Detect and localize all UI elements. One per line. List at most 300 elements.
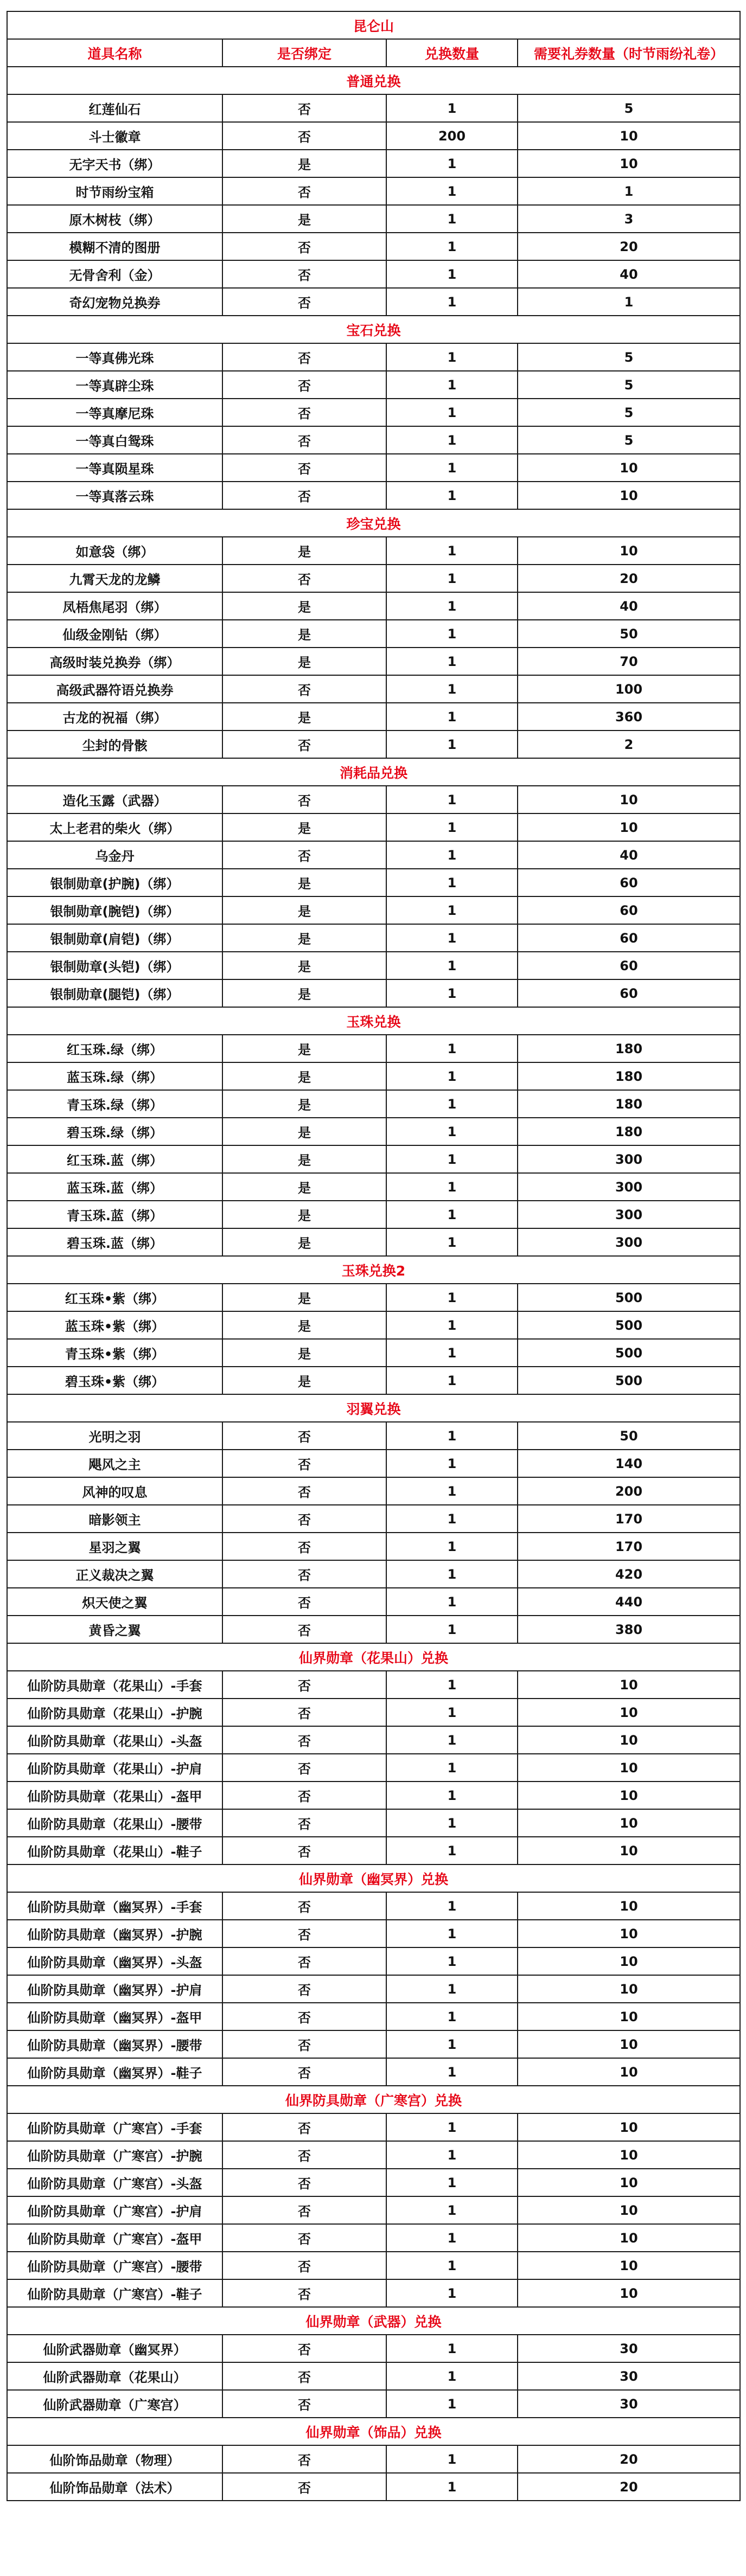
cost-cell: 300 <box>518 1173 740 1201</box>
quantity-cell: 1 <box>386 1892 518 1920</box>
item-name-cell: 一等真白鸳珠 <box>7 426 222 454</box>
quantity-cell: 1 <box>386 260 518 288</box>
table-row <box>7 1118 740 1145</box>
table-row <box>7 343 740 371</box>
table-row <box>7 730 740 758</box>
quantity-cell: 1 <box>386 841 518 869</box>
bound-cell: 否 <box>222 1699 386 1726</box>
table-row <box>7 2445 740 2473</box>
header-bound: 是否绑定 <box>222 39 386 67</box>
bound-cell: 否 <box>222 1920 386 1947</box>
quantity-cell: 1 <box>386 1339 518 1367</box>
quantity-cell: 1 <box>386 1671 518 1699</box>
item-name-cell: 一等真佛光珠 <box>7 343 222 371</box>
cost-cell: 60 <box>518 952 740 979</box>
table-row <box>7 786 740 813</box>
table-row <box>7 1339 740 1367</box>
header-row <box>7 39 740 67</box>
quantity-cell: 1 <box>386 177 518 205</box>
quantity-cell: 1 <box>386 1588 518 1616</box>
bound-cell: 是 <box>222 1145 386 1173</box>
table-row <box>7 482 740 509</box>
bound-cell: 否 <box>222 1754 386 1782</box>
cost-cell: 500 <box>518 1339 740 1367</box>
quantity-cell: 1 <box>386 2003 518 2030</box>
quantity-cell: 1 <box>386 648 518 675</box>
table-row <box>7 2473 740 2501</box>
bound-cell: 否 <box>222 730 386 758</box>
item-name-cell: 蓝玉珠•紫（绑） <box>7 1311 222 1339</box>
table-row <box>7 1201 740 1228</box>
table-row <box>7 2279 740 2307</box>
table-title-row <box>7 11 740 39</box>
quantity-cell: 1 <box>386 2196 518 2224</box>
table-row <box>7 371 740 399</box>
item-name-cell: 蓝玉珠.蓝（绑） <box>7 1173 222 1201</box>
cost-cell: 10 <box>518 786 740 813</box>
bound-cell: 是 <box>222 1090 386 1118</box>
bound-cell: 是 <box>222 703 386 730</box>
item-name-cell: 仙阶防具勋章（幽冥界）-盔甲 <box>7 2003 222 2030</box>
item-name-cell: 暗影领主 <box>7 1505 222 1533</box>
bound-cell: 否 <box>222 2169 386 2196</box>
cost-cell: 60 <box>518 924 740 952</box>
item-name-cell: 红玉珠.绿（绑） <box>7 1035 222 1062</box>
cost-cell: 500 <box>518 1284 740 1311</box>
section-header-row <box>7 67 740 94</box>
bound-cell: 否 <box>222 1837 386 1864</box>
cost-cell: 360 <box>518 703 740 730</box>
quantity-cell: 1 <box>386 1477 518 1505</box>
quantity-cell: 1 <box>386 896 518 924</box>
bound-cell: 否 <box>222 288 386 316</box>
cost-cell: 30 <box>518 2390 740 2418</box>
quantity-cell: 1 <box>386 233 518 260</box>
bound-cell: 否 <box>222 2224 386 2252</box>
table-row <box>7 841 740 869</box>
quantity-cell: 1 <box>386 343 518 371</box>
item-name-cell: 斗士徽章 <box>7 122 222 150</box>
section-header-row <box>7 1394 740 1422</box>
item-name-cell: 仙阶防具勋章（花果山）-头盔 <box>7 1726 222 1754</box>
table-row <box>7 288 740 316</box>
bound-cell: 是 <box>222 648 386 675</box>
quantity-cell: 1 <box>386 620 518 648</box>
bound-cell: 否 <box>222 2030 386 2058</box>
table-row <box>7 1062 740 1090</box>
table-row <box>7 896 740 924</box>
quantity-cell: 1 <box>386 2390 518 2418</box>
item-name-cell: 仙阶防具勋章（花果山）-盔甲 <box>7 1782 222 1809</box>
bound-cell: 否 <box>222 426 386 454</box>
exchange-table <box>7 11 741 2501</box>
item-name-cell: 仙阶防具勋章（广寒宫）-手套 <box>7 2113 222 2141</box>
bound-cell: 是 <box>222 869 386 896</box>
item-name-cell: 仙阶防具勋章（幽冥界）-鞋子 <box>7 2058 222 2086</box>
section-title: 普通兑换 <box>7 67 740 94</box>
table-row <box>7 1228 740 1256</box>
cost-cell: 440 <box>518 1588 740 1616</box>
table-row <box>7 260 740 288</box>
quantity-cell: 1 <box>386 1367 518 1394</box>
bound-cell: 否 <box>222 1892 386 1920</box>
item-name-cell: 九霄天龙的龙鳞 <box>7 565 222 592</box>
quantity-cell: 1 <box>386 482 518 509</box>
table-row <box>7 150 740 177</box>
item-name-cell: 仙阶防具勋章（幽冥界）-头盔 <box>7 1947 222 1975</box>
item-name-cell: 星羽之翼 <box>7 1533 222 1560</box>
quantity-cell: 1 <box>386 1284 518 1311</box>
cost-cell: 40 <box>518 841 740 869</box>
cost-cell: 10 <box>518 482 740 509</box>
cost-cell: 10 <box>518 2141 740 2169</box>
table-row <box>7 2141 740 2169</box>
table-row <box>7 177 740 205</box>
bound-cell: 否 <box>222 2390 386 2418</box>
cost-cell: 40 <box>518 592 740 620</box>
item-name-cell: 仙级金刚钻（绑） <box>7 620 222 648</box>
item-name-cell: 仙阶饰品勋章（法术） <box>7 2473 222 2501</box>
cost-cell: 10 <box>518 122 740 150</box>
quantity-cell: 1 <box>386 1145 518 1173</box>
item-name-cell: 仙阶防具勋章（幽冥界）-腰带 <box>7 2030 222 2058</box>
quantity-cell: 1 <box>386 952 518 979</box>
table-row <box>7 2252 740 2279</box>
table-row <box>7 2362 740 2390</box>
section-header-row <box>7 2418 740 2445</box>
table-row <box>7 952 740 979</box>
quantity-cell: 1 <box>386 1228 518 1256</box>
bound-cell: 否 <box>222 2196 386 2224</box>
cost-cell: 10 <box>518 2169 740 2196</box>
item-name-cell: 飓风之主 <box>7 1450 222 1477</box>
item-name-cell: 青玉珠•紫（绑） <box>7 1339 222 1367</box>
section-header-row <box>7 2307 740 2335</box>
section-header-row <box>7 1256 740 1284</box>
quantity-cell: 1 <box>386 1809 518 1837</box>
table-row <box>7 122 740 150</box>
cost-cell: 2 <box>518 730 740 758</box>
quantity-cell: 1 <box>386 1090 518 1118</box>
cost-cell: 1 <box>518 288 740 316</box>
item-name-cell: 仙阶防具勋章（广寒宫）-盔甲 <box>7 2224 222 2252</box>
table-row <box>7 2030 740 2058</box>
cost-cell: 420 <box>518 1560 740 1588</box>
table-row <box>7 1671 740 1699</box>
bound-cell: 是 <box>222 620 386 648</box>
item-name-cell: 造化玉露（武器） <box>7 786 222 813</box>
header-cost: 需要礼券数量（时节雨纷礼卷） <box>518 39 740 67</box>
cost-cell: 10 <box>518 1699 740 1726</box>
bound-cell: 否 <box>222 786 386 813</box>
cost-cell: 140 <box>518 1450 740 1477</box>
quantity-cell: 1 <box>386 1754 518 1782</box>
item-name-cell: 仙阶防具勋章（花果山）-腰带 <box>7 1809 222 1837</box>
item-name-cell: 正义裁决之翼 <box>7 1560 222 1588</box>
item-name-cell: 仙阶防具勋章（幽冥界）-手套 <box>7 1892 222 1920</box>
table-row <box>7 620 740 648</box>
section-title: 仙界勋章（花果山）兑换 <box>7 1643 740 1671</box>
cost-cell: 380 <box>518 1616 740 1643</box>
item-name-cell: 一等真陨星珠 <box>7 454 222 482</box>
cost-cell: 10 <box>518 1726 740 1754</box>
quantity-cell: 1 <box>386 2030 518 2058</box>
bound-cell: 是 <box>222 1062 386 1090</box>
section-title: 消耗品兑换 <box>7 758 740 786</box>
quantity-cell: 1 <box>386 1947 518 1975</box>
quantity-cell: 1 <box>386 675 518 703</box>
item-name-cell: 模糊不清的图册 <box>7 233 222 260</box>
section-header-row <box>7 316 740 343</box>
item-name-cell: 蓝玉珠.绿（绑） <box>7 1062 222 1090</box>
table-row <box>7 399 740 426</box>
bound-cell: 否 <box>222 371 386 399</box>
cost-cell: 5 <box>518 371 740 399</box>
section-title: 仙界防具勋章（广寒宫）兑换 <box>7 2086 740 2113</box>
item-name-cell: 仙阶防具勋章（广寒宫）-头盔 <box>7 2169 222 2196</box>
table-row <box>7 1782 740 1809</box>
bound-cell: 否 <box>222 1477 386 1505</box>
quantity-cell: 1 <box>386 537 518 565</box>
item-name-cell: 仙阶防具勋章（幽冥界）-护腕 <box>7 1920 222 1947</box>
bound-cell: 是 <box>222 952 386 979</box>
bound-cell: 否 <box>222 343 386 371</box>
cost-cell: 20 <box>518 2473 740 2501</box>
quantity-cell: 1 <box>386 869 518 896</box>
section-header-row <box>7 2086 740 2113</box>
table-row <box>7 205 740 233</box>
table-row <box>7 2196 740 2224</box>
table-row <box>7 1422 740 1450</box>
section-header-row <box>7 1007 740 1035</box>
bound-cell: 是 <box>222 896 386 924</box>
cost-cell: 180 <box>518 1035 740 1062</box>
bound-cell: 否 <box>222 2058 386 2086</box>
item-name-cell: 仙阶饰品勋章（物理） <box>7 2445 222 2473</box>
item-name-cell: 仙阶防具勋章（广寒宫）-鞋子 <box>7 2279 222 2307</box>
bound-cell: 是 <box>222 813 386 841</box>
cost-cell: 20 <box>518 565 740 592</box>
item-name-cell: 仙阶防具勋章（广寒宫）-护肩 <box>7 2196 222 2224</box>
item-name-cell: 仙阶武器勋章（花果山） <box>7 2362 222 2390</box>
cost-cell: 10 <box>518 1920 740 1947</box>
table-row <box>7 1920 740 1947</box>
table-row <box>7 1616 740 1643</box>
cost-cell: 1 <box>518 177 740 205</box>
item-name-cell: 青玉珠.绿（绑） <box>7 1090 222 1118</box>
quantity-cell: 1 <box>386 2058 518 2086</box>
item-name-cell: 光明之羽 <box>7 1422 222 1450</box>
quantity-cell: 1 <box>386 399 518 426</box>
section-title: 玉珠兑换 <box>7 1007 740 1035</box>
quantity-cell: 1 <box>386 1920 518 1947</box>
item-name-cell: 仙阶防具勋章（广寒宫）-护腕 <box>7 2141 222 2169</box>
cost-cell: 50 <box>518 620 740 648</box>
quantity-cell: 1 <box>386 2113 518 2141</box>
cost-cell: 10 <box>518 2279 740 2307</box>
cost-cell: 20 <box>518 2445 740 2473</box>
cost-cell: 10 <box>518 1975 740 2003</box>
item-name-cell: 一等真落云珠 <box>7 482 222 509</box>
bound-cell: 否 <box>222 2445 386 2473</box>
table-row <box>7 1284 740 1311</box>
cost-cell: 170 <box>518 1533 740 1560</box>
cost-cell: 180 <box>518 1118 740 1145</box>
quantity-cell: 1 <box>386 979 518 1007</box>
item-name-cell: 一等真辟尘珠 <box>7 371 222 399</box>
table-row <box>7 1892 740 1920</box>
quantity-cell: 1 <box>386 2169 518 2196</box>
bound-cell: 否 <box>222 1616 386 1643</box>
section-title: 玉珠兑换2 <box>7 1256 740 1284</box>
cost-cell: 50 <box>518 1422 740 1450</box>
item-name-cell: 银制勋章(护腕)（绑） <box>7 869 222 896</box>
item-name-cell: 仙阶防具勋章（花果山）-手套 <box>7 1671 222 1699</box>
cost-cell: 5 <box>518 399 740 426</box>
table-row <box>7 648 740 675</box>
bound-cell: 是 <box>222 1367 386 1394</box>
item-name-cell: 仙阶武器勋章（广寒宫） <box>7 2390 222 2418</box>
item-name-cell: 如意袋（绑） <box>7 537 222 565</box>
table-row <box>7 675 740 703</box>
table-row <box>7 1145 740 1173</box>
item-name-cell: 一等真摩尼珠 <box>7 399 222 426</box>
bound-cell: 否 <box>222 2003 386 2030</box>
bound-cell: 否 <box>222 675 386 703</box>
bound-cell: 是 <box>222 205 386 233</box>
cost-cell: 10 <box>518 1947 740 1975</box>
header-quantity: 兑换数量 <box>386 39 518 67</box>
bound-cell: 是 <box>222 1339 386 1367</box>
quantity-cell: 1 <box>386 1975 518 2003</box>
cost-cell: 10 <box>518 1782 740 1809</box>
bound-cell: 否 <box>222 94 386 122</box>
quantity-cell: 1 <box>386 426 518 454</box>
table-row <box>7 1975 740 2003</box>
quantity-cell: 1 <box>386 1450 518 1477</box>
item-name-cell: 仙阶防具勋章（广寒宫）-腰带 <box>7 2252 222 2279</box>
item-name-cell: 仙阶防具勋章（幽冥界）-护肩 <box>7 1975 222 2003</box>
item-name-cell: 青玉珠.蓝（绑） <box>7 1201 222 1228</box>
quantity-cell: 1 <box>386 150 518 177</box>
cost-cell: 5 <box>518 343 740 371</box>
cost-cell: 500 <box>518 1311 740 1339</box>
bound-cell: 否 <box>222 1422 386 1450</box>
table-row <box>7 2390 740 2418</box>
cost-cell: 10 <box>518 1754 740 1782</box>
cost-cell: 500 <box>518 1367 740 1394</box>
cost-cell: 10 <box>518 2196 740 2224</box>
quantity-cell: 1 <box>386 1726 518 1754</box>
quantity-cell: 1 <box>386 592 518 620</box>
cost-cell: 10 <box>518 2252 740 2279</box>
cost-cell: 300 <box>518 1228 740 1256</box>
cost-cell: 10 <box>518 454 740 482</box>
bound-cell: 否 <box>222 1588 386 1616</box>
cost-cell: 10 <box>518 2003 740 2030</box>
quantity-cell: 1 <box>386 1616 518 1643</box>
table-row <box>7 2169 740 2196</box>
section-title: 仙界勋章（饰品）兑换 <box>7 2418 740 2445</box>
bound-cell: 否 <box>222 482 386 509</box>
bound-cell: 否 <box>222 1533 386 1560</box>
bound-cell: 否 <box>222 1975 386 2003</box>
quantity-cell: 1 <box>386 1201 518 1228</box>
bound-cell: 否 <box>222 1782 386 1809</box>
quantity-cell: 1 <box>386 1699 518 1726</box>
section-header-row <box>7 1864 740 1892</box>
table-row <box>7 1311 740 1339</box>
quantity-cell: 1 <box>386 371 518 399</box>
quantity-cell: 1 <box>386 1422 518 1450</box>
table-row <box>7 1505 740 1533</box>
cost-cell: 300 <box>518 1201 740 1228</box>
item-name-cell: 原木树枝（绑） <box>7 205 222 233</box>
table-row <box>7 2113 740 2141</box>
table-row <box>7 94 740 122</box>
table-row <box>7 1809 740 1837</box>
bound-cell: 是 <box>222 1201 386 1228</box>
table-row <box>7 1090 740 1118</box>
item-name-cell: 碧玉珠.蓝（绑） <box>7 1228 222 1256</box>
quantity-cell: 1 <box>386 288 518 316</box>
bound-cell: 否 <box>222 2362 386 2390</box>
cost-cell: 30 <box>518 2335 740 2362</box>
bound-cell: 否 <box>222 1947 386 1975</box>
item-name-cell: 无字天书（绑） <box>7 150 222 177</box>
cost-cell: 180 <box>518 1062 740 1090</box>
bound-cell: 是 <box>222 592 386 620</box>
quantity-cell: 1 <box>386 1837 518 1864</box>
bound-cell: 否 <box>222 454 386 482</box>
exchange-table-body <box>7 11 740 2501</box>
item-name-cell: 尘封的骨骸 <box>7 730 222 758</box>
table-row <box>7 813 740 841</box>
quantity-cell: 1 <box>386 2362 518 2390</box>
quantity-cell: 1 <box>386 1062 518 1090</box>
quantity-cell: 1 <box>386 2279 518 2307</box>
section-title: 珍宝兑换 <box>7 509 740 537</box>
quantity-cell: 1 <box>386 1173 518 1201</box>
cost-cell: 10 <box>518 2058 740 2086</box>
table-row <box>7 1588 740 1616</box>
section-title: 宝石兑换 <box>7 316 740 343</box>
cost-cell: 10 <box>518 537 740 565</box>
quantity-cell: 1 <box>386 1533 518 1560</box>
cost-cell: 60 <box>518 896 740 924</box>
item-name-cell: 奇幻宠物兑换券 <box>7 288 222 316</box>
quantity-cell: 1 <box>386 730 518 758</box>
item-name-cell: 黄昏之翼 <box>7 1616 222 1643</box>
quantity-cell: 1 <box>386 2252 518 2279</box>
table-row <box>7 1699 740 1726</box>
quantity-cell: 1 <box>386 1560 518 1588</box>
cost-cell: 10 <box>518 2113 740 2141</box>
quantity-cell: 1 <box>386 786 518 813</box>
section-title: 仙界勋章（武器）兑换 <box>7 2307 740 2335</box>
quantity-cell: 1 <box>386 454 518 482</box>
quantity-cell: 1 <box>386 1311 518 1339</box>
table-row <box>7 1754 740 1782</box>
table-row <box>7 565 740 592</box>
quantity-cell: 1 <box>386 924 518 952</box>
table-row <box>7 2003 740 2030</box>
quantity-cell: 1 <box>386 205 518 233</box>
quantity-cell: 1 <box>386 1782 518 1809</box>
table-row <box>7 1367 740 1394</box>
bound-cell: 否 <box>222 1726 386 1754</box>
table-row <box>7 537 740 565</box>
